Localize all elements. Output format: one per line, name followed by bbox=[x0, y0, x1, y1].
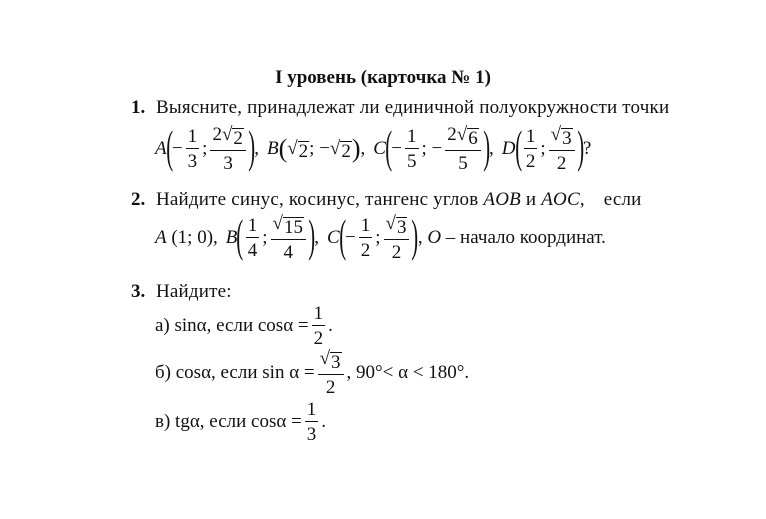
fraction: $\frac{1}{2}$ bbox=[313, 303, 324, 349]
origin-text: – начало координат. bbox=[441, 227, 606, 248]
paren-open: ( bbox=[165, 121, 173, 172]
fraction: $\frac{1}{2}$ bbox=[525, 126, 536, 172]
fraction: $\frac{1}{3}$ bbox=[187, 126, 198, 172]
task-3c bbox=[155, 400, 326, 444]
semicolon: ; bbox=[421, 138, 427, 159]
point-a-coords: (1; 0), bbox=[171, 227, 218, 248]
fraction: 2 √ 6 5 bbox=[445, 125, 480, 173]
minus-sign: − bbox=[171, 138, 183, 159]
task-2-text-line: Найдите синус, косинус, тангенс углов AOB и AOC, если bbox=[156, 189, 642, 210]
card-title: I уровень (карточка № 1) bbox=[275, 67, 491, 88]
fraction: 2 √ 2 3 bbox=[210, 125, 245, 173]
angle-aoc: AOC bbox=[541, 189, 580, 210]
paren-close: ) bbox=[248, 121, 255, 172]
fraction: $\frac{1}{4}$ bbox=[247, 215, 258, 261]
paren-open: ( bbox=[338, 210, 346, 261]
point-a-label: A bbox=[155, 138, 167, 159]
fraction: √ 3 2 bbox=[384, 214, 410, 262]
angle-aob: AOB bbox=[483, 189, 521, 210]
paren-close: ) bbox=[351, 134, 361, 163]
fraction: √ 15 4 bbox=[271, 214, 306, 262]
question-mark: ? bbox=[582, 138, 592, 159]
paren-close: ) bbox=[411, 210, 419, 261]
comma: , bbox=[360, 138, 366, 159]
paren-open: ( bbox=[278, 134, 288, 163]
comma: , bbox=[489, 138, 494, 159]
point-b-label: B bbox=[225, 227, 238, 248]
point-a-label: A bbox=[155, 227, 167, 248]
task-3b-text: б) cosα, если sin α = bbox=[155, 362, 315, 383]
point-c-label: C bbox=[373, 138, 386, 159]
semicolon: ; bbox=[540, 138, 546, 159]
task-1-number: 1. bbox=[131, 97, 146, 118]
paren-close: ) bbox=[576, 121, 584, 172]
conjunction: и bbox=[525, 189, 537, 210]
point-d-label: D bbox=[501, 138, 516, 159]
fraction: √ 3 2 bbox=[549, 125, 575, 173]
semicolon: ; bbox=[202, 138, 208, 159]
paren-open: ( bbox=[385, 121, 393, 172]
minus-sign: − bbox=[319, 138, 330, 159]
comma: , bbox=[254, 138, 259, 159]
paren-open: ( bbox=[514, 121, 522, 172]
period: . bbox=[328, 315, 333, 336]
minus-sign: − bbox=[431, 138, 443, 159]
task-3a bbox=[155, 304, 333, 348]
task-1-points bbox=[155, 121, 592, 174]
fraction: √ 3 2 bbox=[318, 349, 344, 397]
task-3b bbox=[155, 349, 469, 397]
period: . bbox=[321, 411, 327, 432]
fraction: $\frac{1}{5}$ bbox=[407, 126, 417, 172]
point-b-label: B bbox=[266, 138, 279, 159]
semicolon: ; bbox=[309, 138, 315, 159]
task-3a-text: а) sinα, если cosα = bbox=[155, 315, 309, 336]
task-3b-condition: , 90°< α < 180°. bbox=[346, 362, 470, 383]
paren-close: ) bbox=[308, 210, 316, 261]
paren-close: ) bbox=[482, 121, 490, 172]
fraction: $\frac{1}{3}$ bbox=[306, 399, 317, 445]
if-word: если bbox=[603, 189, 642, 210]
task-3c-text: в) tgα, если cosα = bbox=[155, 411, 302, 432]
task-2-text: Найдите синус, косинус, тангенс углов bbox=[156, 189, 479, 210]
origin-label: O bbox=[427, 227, 442, 248]
sqrt: √ 2 bbox=[329, 137, 351, 162]
sqrt: √ 2 bbox=[287, 137, 309, 162]
task-3-number: 3. bbox=[131, 281, 146, 302]
task-1-text: Выясните, принадлежат ли единичной полуокружности точки bbox=[156, 97, 670, 118]
minus-sign: − bbox=[391, 138, 403, 159]
paren-open: ( bbox=[236, 210, 244, 261]
point-c-label: C bbox=[327, 227, 340, 248]
fraction: $\frac{1}{2}$ bbox=[360, 215, 371, 261]
task-2-points: A (1; 0), B ( $\frac{1}{4}$ ; √ 15 4 ) , C ( − $\frac{1}{2}$ ; √ 3 2 ) , O – начало координат. bbox=[155, 210, 606, 263]
task-3-text: Найдите: bbox=[156, 281, 232, 302]
task-2-number: 2. bbox=[131, 189, 146, 210]
